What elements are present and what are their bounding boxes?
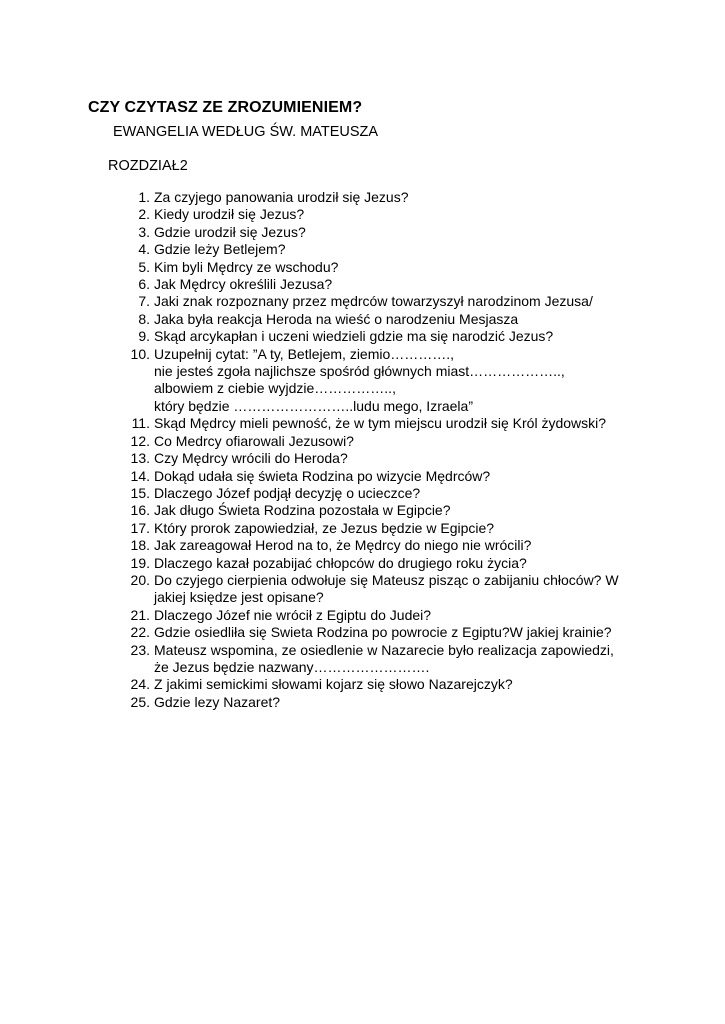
question-number: 14.	[130, 467, 150, 484]
question-text	[150, 241, 640, 258]
question-number: 13.	[130, 450, 150, 467]
question-text-line: Jaki znak rozpoznany przez mędrców towarzyszył narodzinom Jezusa/	[154, 293, 593, 310]
question-number: 25.	[130, 693, 150, 710]
question-number: 17.	[130, 519, 150, 536]
question-text	[150, 450, 640, 467]
question-text-line: Skąd arcykapłan i uczeni wiedzieli gdzie ma się narodzić Jezus?	[154, 328, 554, 345]
question-item	[120, 485, 640, 502]
question-number: 18.	[130, 537, 150, 554]
question-text-line: Gdzie lezy Nazaret?	[154, 693, 281, 710]
question-text-line: Uzupełnij cytat: ”A ty, Betlejem, ziemio………….,	[154, 345, 455, 362]
question-text	[150, 433, 640, 450]
question-text	[150, 189, 640, 206]
question-number: 6.	[138, 276, 150, 293]
question-text	[150, 293, 640, 310]
question-number: 2.	[138, 206, 150, 223]
question-text-line: Dlaczego kazał pozabijać chłopców do drugiego roku życia?	[154, 554, 527, 571]
question-number: 1.	[138, 189, 150, 205]
question-item	[120, 206, 640, 223]
question-item	[120, 555, 640, 572]
question-text	[150, 206, 640, 223]
question-text-line: Z jakimi semickimi słowami kojarz się słowo Nazarejczyk?	[154, 676, 513, 693]
question-text-line: Jak Mędrcy określili Jezusa?	[154, 276, 333, 293]
question-text-line: Który prorok zapowiedział, ze Jezus będzie w Egipcie?	[154, 519, 495, 536]
question-number: 22.	[130, 624, 150, 641]
question-item	[120, 293, 640, 310]
question-text-line: że Jezus będzie nazwany…………………….	[154, 658, 430, 675]
question-text	[150, 572, 640, 607]
question-number: 20.	[130, 571, 150, 588]
question-text-line: Kiedy urodził się Jezus?	[154, 206, 305, 223]
question-text-line: Kim byli Mędrcy ze wschodu?	[154, 258, 339, 275]
question-text	[150, 259, 640, 276]
question-text	[150, 607, 640, 624]
question-text-line: Jak długo Świeta Rodzina pozostała w Egipcie?	[154, 502, 451, 519]
question-text	[150, 468, 640, 485]
question-item	[120, 624, 640, 641]
question-item	[120, 502, 640, 519]
page-title: CZY CZYTASZ ZE ZROZUMIENIEM?	[88, 99, 363, 116]
question-number: 15.	[130, 484, 150, 501]
question-number: 23.	[130, 641, 150, 658]
question-item	[120, 415, 640, 432]
question-item	[120, 224, 640, 241]
question-number: 7.	[138, 293, 150, 310]
question-text	[150, 624, 640, 641]
question-item	[120, 433, 640, 450]
question-text	[150, 328, 640, 345]
question-text	[150, 520, 640, 537]
question-text-line: Dokąd udała się świeta Rodzina po wizycie Mędrców?	[154, 467, 491, 484]
question-item	[120, 642, 640, 677]
question-text-line: Mateusz wspomina, ze osiedlenie w Nazarecie było realizacja zapowiedzi,	[154, 641, 614, 658]
question-text-line: Jaka była reakcja Heroda na wieść o narodzeniu Mesjasza	[154, 310, 519, 327]
question-text-line: Skąd Mędrcy mieli pewność, że w tym miejscu urodził się Król żydowski?	[154, 415, 607, 432]
question-text	[150, 537, 640, 554]
question-number: 10.	[130, 345, 150, 362]
question-item	[120, 241, 640, 258]
question-text-line: Dlaczego Józef nie wrócił z Egiptu do Judei?	[154, 606, 432, 623]
question-text	[150, 346, 640, 416]
question-text-line: Dlaczego Józef podjął decyzję o ucieczce?	[154, 484, 421, 501]
question-item	[120, 694, 640, 711]
question-text-line: Gdzie urodził się Jezus?	[154, 223, 306, 240]
question-number: 8.	[138, 310, 150, 327]
question-text-line: jakiej księdze jest opisane?	[154, 589, 324, 606]
question-item	[120, 276, 640, 293]
question-text-line: Czy Mędrcy wrócili do Heroda?	[154, 450, 348, 467]
question-text-line: Gdzie leży Betlejem?	[154, 241, 286, 258]
question-number: 5.	[138, 258, 150, 275]
question-text-line: albowiem z ciebie wyjdzie……………..,	[154, 380, 396, 397]
question-text	[150, 485, 640, 502]
question-item	[120, 259, 640, 276]
page-subtitle: EWANGELIA WEDŁUG ŚW. MATEUSZA	[113, 124, 379, 140]
question-number: 16.	[130, 502, 150, 519]
question-item	[120, 311, 640, 328]
question-item	[120, 520, 640, 537]
question-item	[120, 468, 640, 485]
question-number: 21.	[130, 606, 150, 623]
question-item	[120, 572, 640, 607]
question-number: 11.	[131, 415, 150, 432]
question-number: 24.	[130, 676, 150, 693]
question-text	[150, 276, 640, 293]
question-text-line: Gdzie osiedliła się Swieta Rodzina po powrocie z Egiptu?W jakiej krainie?	[154, 624, 612, 641]
question-text	[150, 224, 640, 241]
question-number: 19.	[130, 554, 150, 571]
question-list	[120, 189, 640, 711]
question-item	[120, 676, 640, 693]
question-text	[150, 311, 640, 328]
question-item	[120, 189, 640, 206]
question-number: 9.	[138, 328, 150, 345]
question-item	[120, 537, 640, 554]
question-number: 4.	[138, 241, 150, 258]
question-text	[150, 502, 640, 519]
question-text-line: Co Medrcy ofiarowali Jezusowi?	[154, 432, 354, 449]
question-text-line: nie jesteś zgoła najlichsze spośród głównych miast………………..,	[154, 363, 565, 380]
question-text	[150, 694, 640, 711]
question-text-line: Do czyjego cierpienia odwołuje się Mateusz pisząc o zabijaniu chłoców? W	[154, 571, 619, 588]
question-text	[150, 555, 640, 572]
question-text	[150, 676, 640, 693]
question-text	[150, 415, 640, 432]
question-text-line: który będzie ……………………..ludu mego, Izraela”	[154, 397, 473, 414]
question-text-line: Za czyjego panowania urodził się Jezus?	[154, 189, 409, 205]
question-text	[150, 642, 640, 677]
question-text-line: Jak zareagował Herod na to, że Mędrcy do niego nie wrócili?	[154, 537, 532, 554]
question-number: 3.	[138, 223, 150, 240]
question-item	[120, 346, 640, 416]
chapter-heading: ROZDZIAŁ2	[108, 158, 188, 174]
question-number: 12.	[130, 432, 150, 449]
question-item	[120, 607, 640, 624]
question-item	[120, 328, 640, 345]
question-item	[120, 450, 640, 467]
